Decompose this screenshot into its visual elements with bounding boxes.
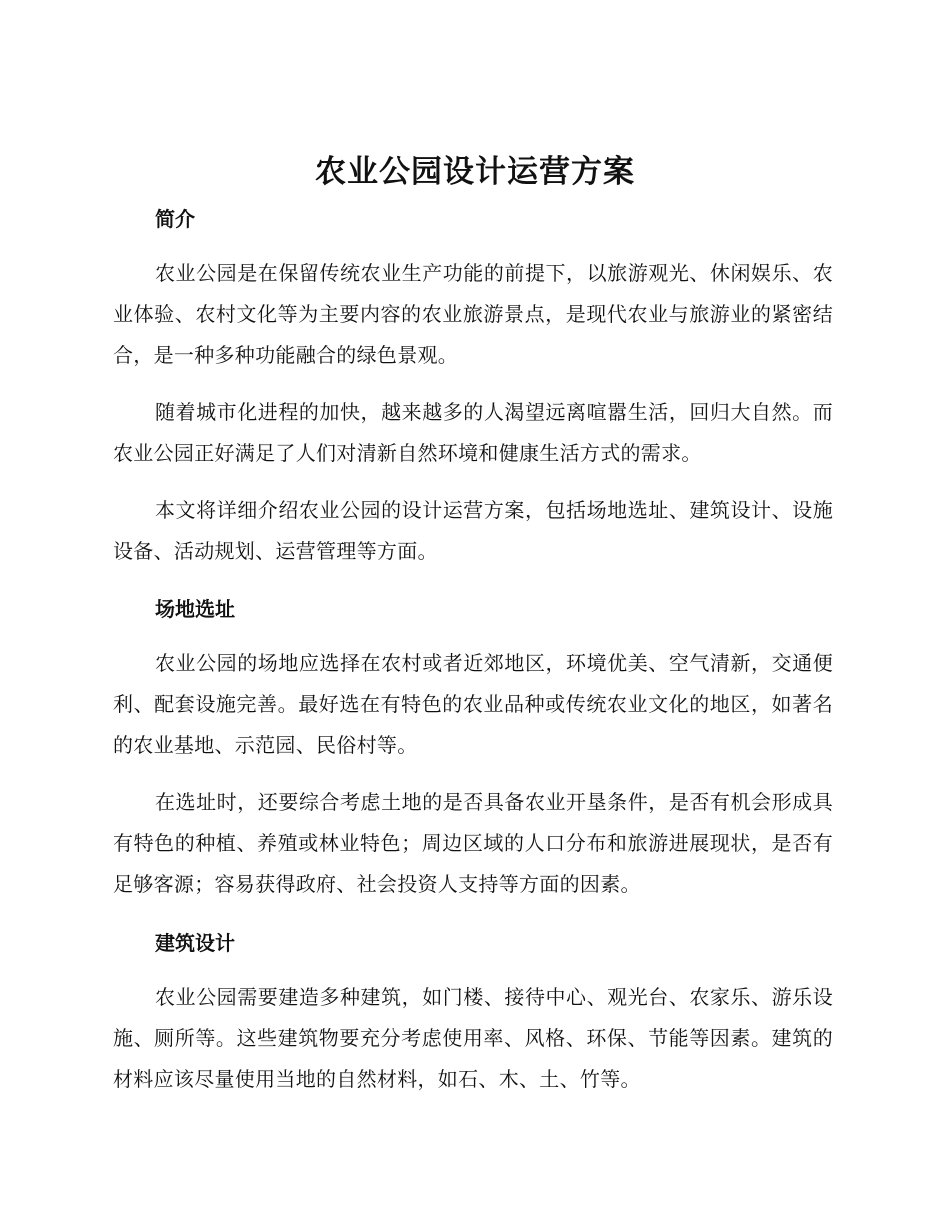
- paragraph-architecture-1: 农业公园需要建造多种建筑，如门楼、接待中心、观光台、农家乐、游乐设施、厕所等。这些建筑物要充分考虑使用率、风格、环保、节能等因素。建筑的材料应该尽量使用当地的自然材料，如石、木、土、竹等。: [113, 985, 833, 1091]
- document-title: 农业公园设计运营方案: [315, 154, 635, 190]
- section-heading-architecture-design: 建筑设计: [155, 931, 235, 955]
- paragraph-site-1: 农业公园的场地应选择在农村或者近郊地区，环境优美、空气清新，交通便利、配套设施完善。最好选在有特色的农业品种或传统农业文化的地区，如著名的农业基地、示范园、民俗村等。: [113, 651, 833, 757]
- paragraph-intro-3: 本文将详细介绍农业公园的设计运营方案，包括场地选址、建筑设计、设施设备、活动规划、运营管理等方面。: [113, 498, 833, 563]
- paragraph-intro-2: 随着城市化进程的加快，越来越多的人渴望远离喧嚣生活，回归大自然。而农业公园正好满足了人们对清新自然环境和健康生活方式的需求。: [113, 400, 833, 465]
- section-site-selection: [113, 594, 833, 905]
- section-heading-site-selection: 场地选址: [155, 597, 235, 621]
- paragraph-site-2: 在选址时，还要综合考虑土地的是否具备农业开垦条件，是否有机会形成具有特色的种植、养殖或林业特色；周边区域的人口分布和旅游进展现状，是否有足够客源；容易获得政府、社会投资人支持等方面的因素。: [113, 790, 833, 896]
- section-architecture-design: [113, 928, 833, 1100]
- section-intro: [113, 204, 833, 572]
- section-heading-intro: 简介: [155, 207, 195, 231]
- paragraph-intro-1: 农业公园是在保留传统农业生产功能的前提下，以旅游观光、休闲娱乐、农业体验、农村文化等为主要内容的农业旅游景点，是现代农业与旅游业的紧密结合，是一种多种功能融合的绿色景观。: [113, 261, 833, 367]
